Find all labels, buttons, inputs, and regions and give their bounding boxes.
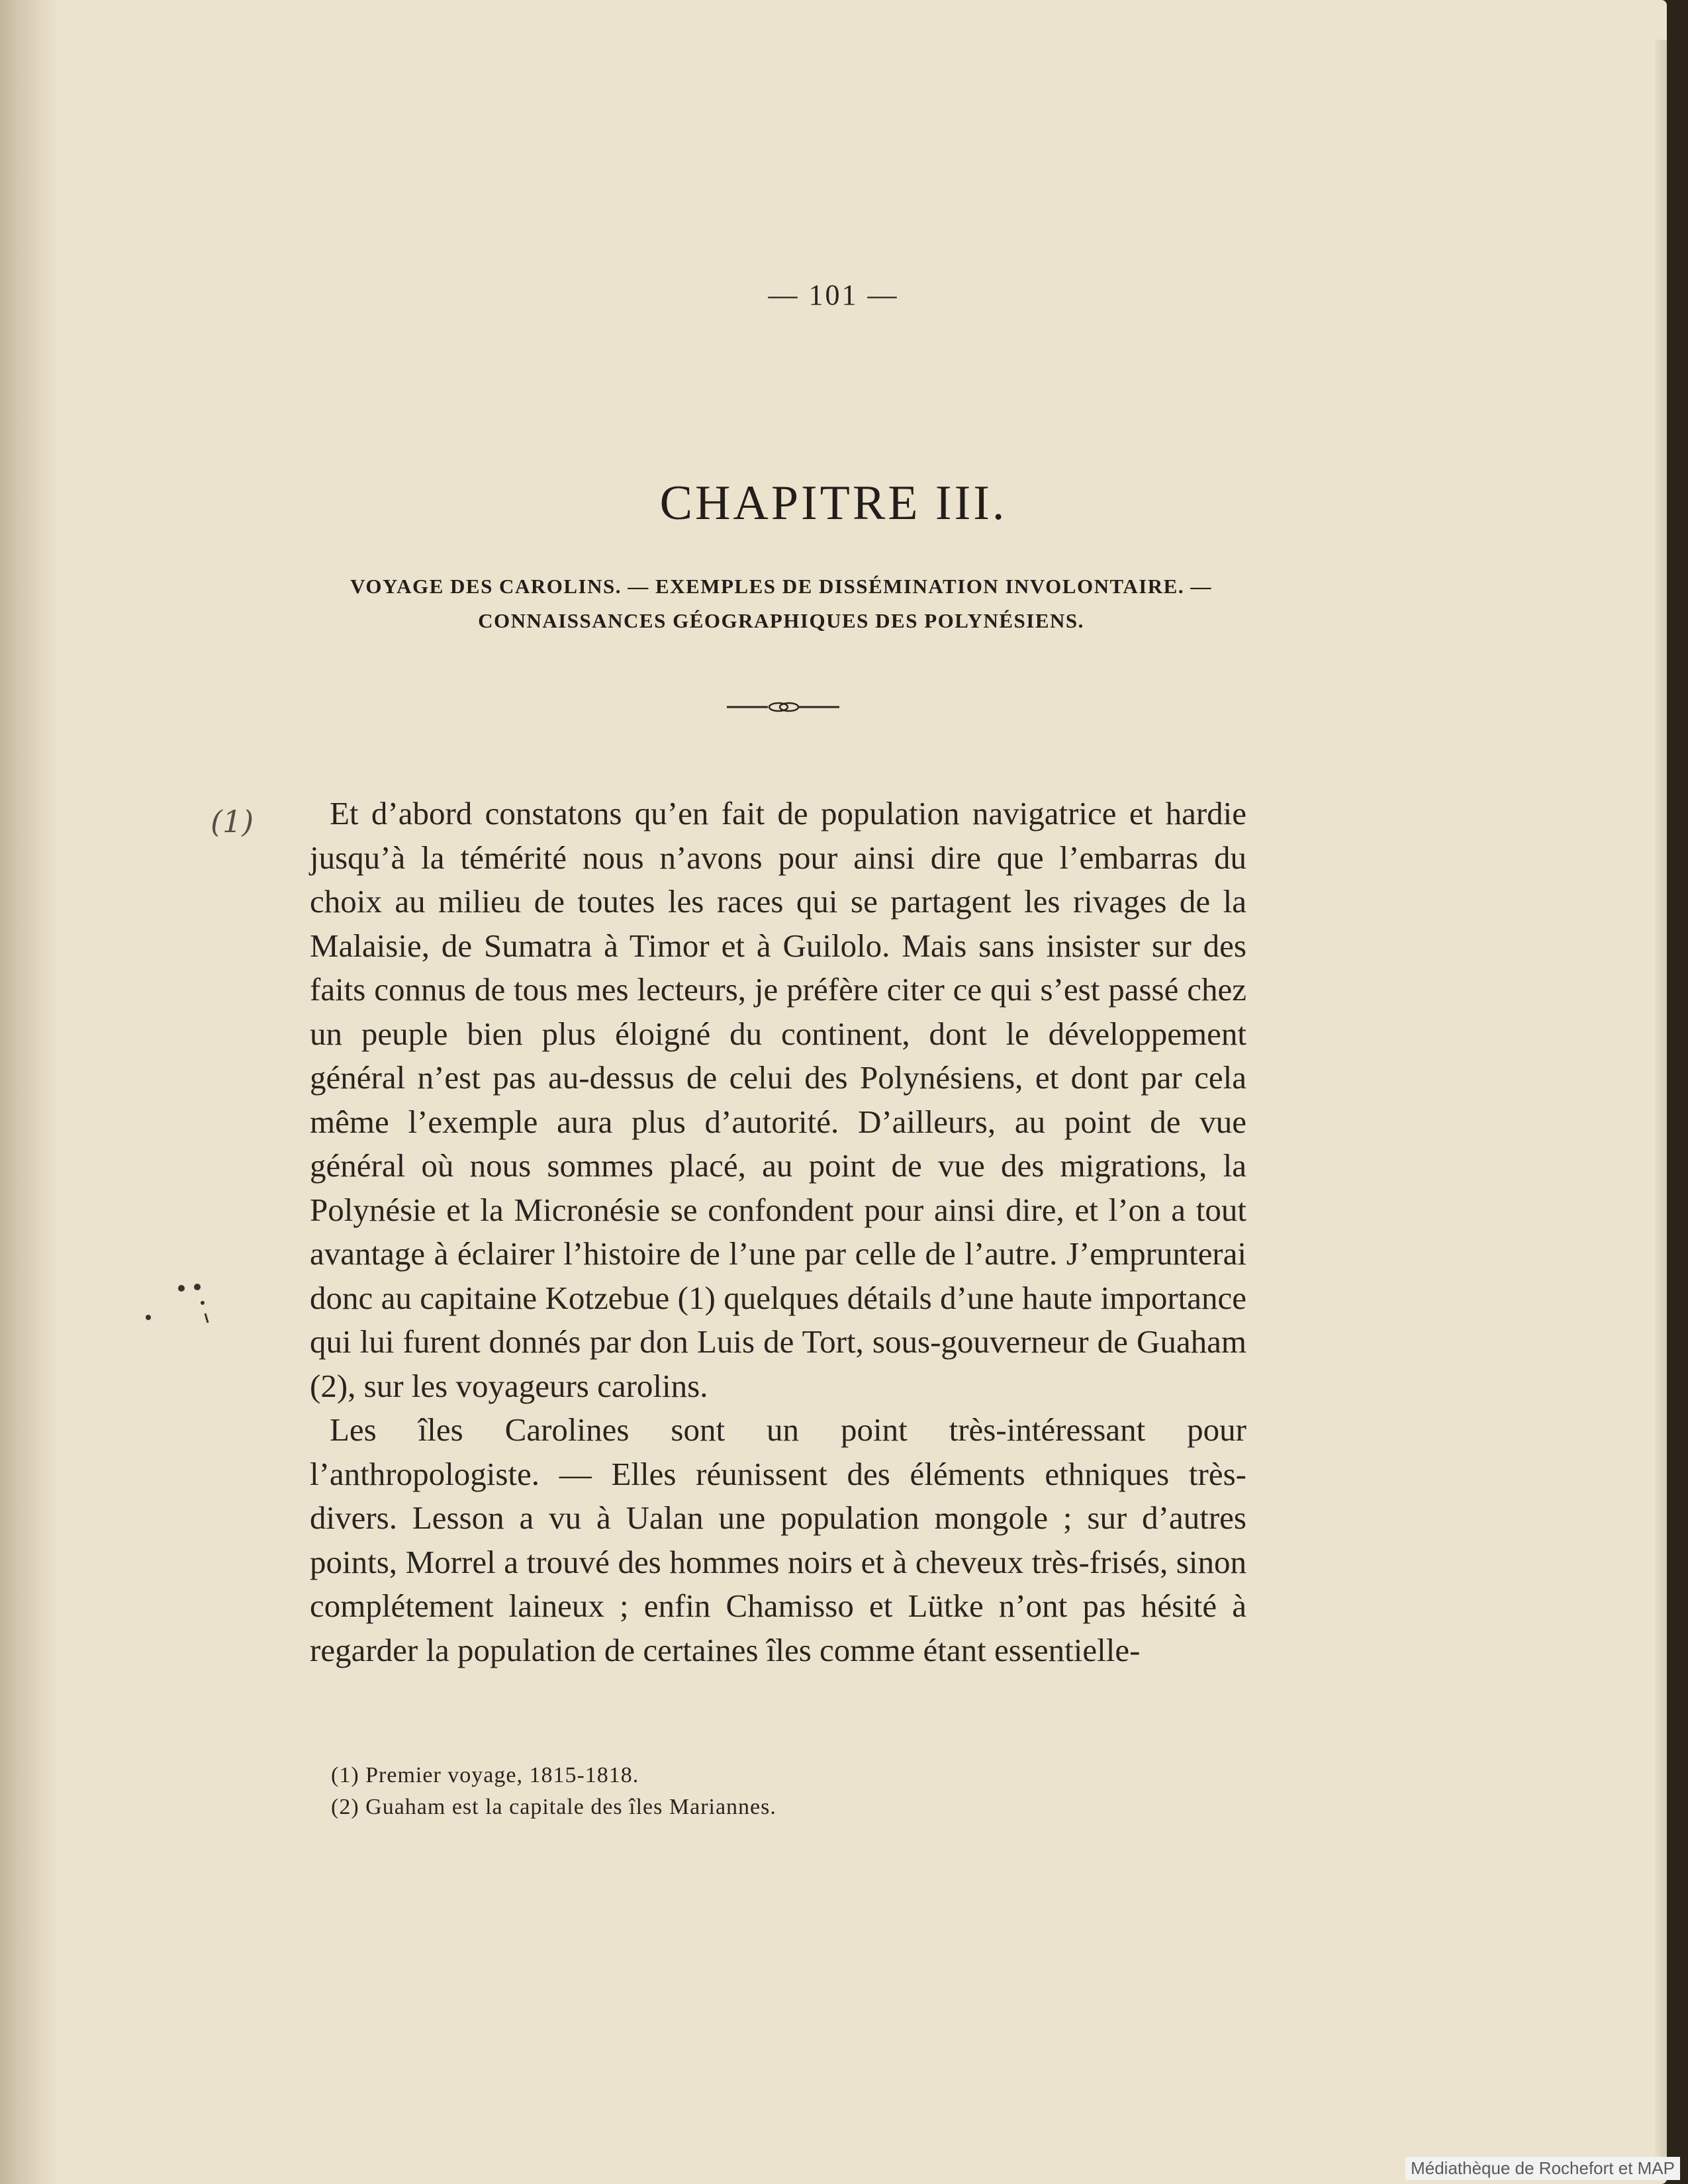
page-number: — 101 — — [768, 279, 899, 311]
paragraph: Les îles Carolines sont un point très-intéressant pour l’anthropologiste. — Elles réunissent des éléments ethniques très-divers. Lesson a vu à Ualan une population mongole ; sur d’autres points, Morrel a trouvé des hommes noirs et à cheveux très-frisés, sinon complétement laineux ; enfin Chamisso et Lütke n’ont pas hésité à regarder la population de certaines îles comme étant essentielle- — [310, 1411, 1246, 1668]
margin-ink-marks — [139, 1279, 218, 1332]
footnotes — [331, 1760, 1192, 1823]
footnote: (1) Premier voyage, 1815-1818. — [331, 1763, 639, 1787]
footnote: (2) Guaham est la capitale des îles Mariannes. — [331, 1795, 776, 1819]
chapter-subtitle: VOYAGE DES CAROLINS. — EXEMPLES DE DISSÉMINATION INVOLONTAIRE. — CONNAISSANCES GÉOGRAPHIQUES DES POLYNÉSIENS. — [350, 575, 1212, 632]
page-gutter — [0, 0, 60, 2184]
library-watermark: Médiathèque de Rochefort et MAP — [1405, 2157, 1680, 2180]
handwritten-margin-note: (1) — [211, 804, 254, 839]
ornament-divider — [727, 699, 839, 715]
chapter-title: CHAPITRE III. — [659, 476, 1008, 530]
body-text — [310, 792, 1246, 1672]
paragraph: Et d’abord constatons qu’en fait de population navigatrice et hardie jusqu’à la témérité nous n’avons pour ainsi dire que l’embarras du choix au milieu de toutes les races qui se partagent les rivages de la Malaisie, de Sumatra à Timor et à Guilolo. Mais sans insister sur des faits connus de tous mes lecteurs, je préfère citer ce qui s’est passé chez un peuple bien plus éloigné du continent, dont le développement général n’est pas au-dessus de celui des Polynésiens, et dont par cela même l’exemple aura plus d’autorité. D’ailleurs, au point de vue général où nous sommes placé, au point de vue des migrations, la Polynésie et la Micronésie se confondent pour ainsi dire, et l’on a tout avantage à éclairer l’histoire de l’une par celle de l’autre. J’emprunterai donc au capitaine Kotzebue (1) quelques détails d’une haute importance qui lui furent donnés par don Luis de Tort, sous-gouverneur de Guaham (2), sur les voyageurs carolins. — [310, 795, 1246, 1404]
page-edge — [1655, 40, 1667, 2158]
